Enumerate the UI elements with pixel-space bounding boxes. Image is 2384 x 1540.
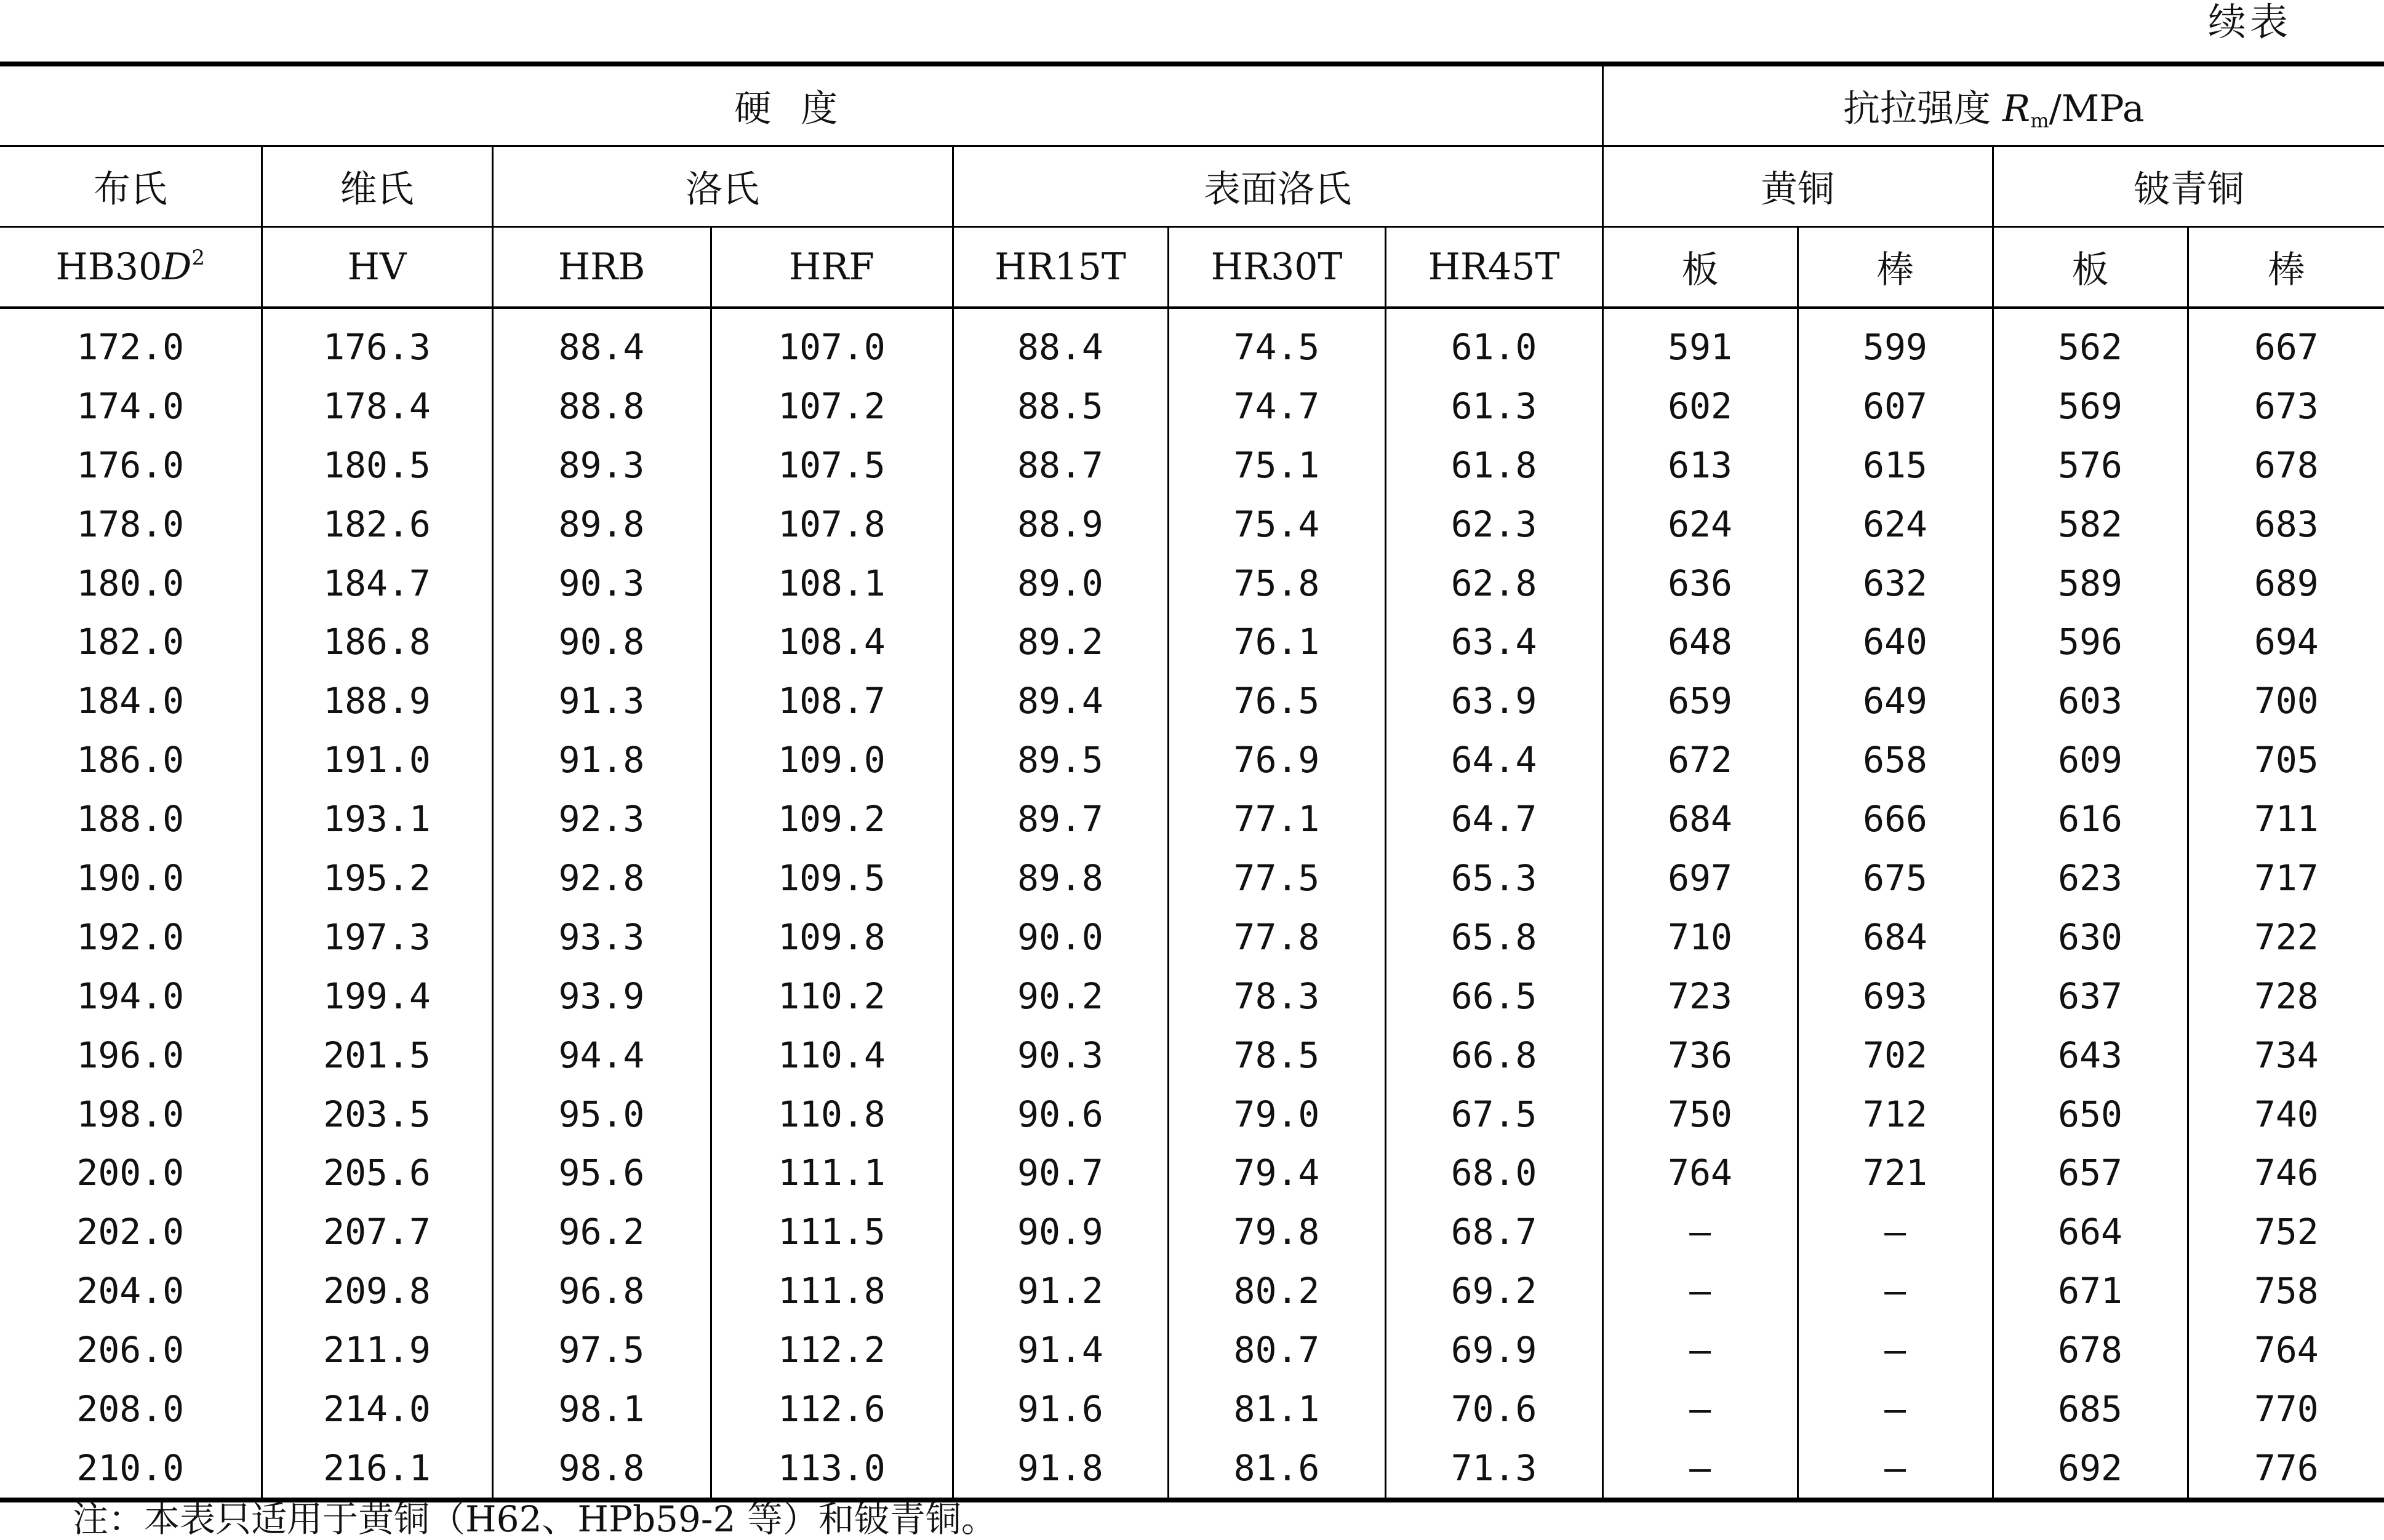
cell-brass-rod: 721 [1798,1143,1993,1202]
cell-hr45t: 69.9 [1385,1320,1602,1379]
cell-bb-plate: 664 [1993,1202,2188,1261]
cell-hb30d2: 182.0 [0,612,262,671]
cell-hrb: 88.8 [492,377,711,436]
table-header [0,64,2384,308]
table-note: 注：本表只适用于黄铜（H62、HPb59-2 等）和铍青铜。 [73,1498,997,1540]
cell-hr15t: 88.5 [953,377,1168,436]
cell-hrf: 111.8 [711,1261,953,1320]
cell-brass-rod: — [1798,1320,1993,1379]
cell-hrb: 90.8 [492,612,711,671]
cell-hr30t: 77.1 [1168,789,1385,848]
cell-hr30t: 79.4 [1168,1143,1385,1202]
cell-hrb: 91.3 [492,671,711,730]
cell-bb-plate: 671 [1993,1261,2188,1320]
cell-hrf: 111.5 [711,1202,953,1261]
cell-brass-rod: 632 [1798,554,1993,613]
cell-hrb: 92.3 [492,789,711,848]
cell-bb-rod: 683 [2254,503,2319,545]
rockwell-header: 洛氏 [492,146,953,227]
cell-hv: 182.6 [262,495,492,554]
cell-hb30d2: 176.0 [0,436,262,495]
cell-bb-rod: 740 [2254,1093,2319,1135]
cell-hrb: 93.9 [492,967,711,1026]
hb-d-symbol: D [162,245,192,289]
cell-hr15t: 89.8 [953,848,1168,908]
cell-hrb: 98.1 [492,1379,711,1438]
table-row [0,1026,2384,1085]
cell-bb-plate: 609 [1993,730,2188,789]
cell-hr45t: 61.8 [1385,436,1602,495]
cell-brass-plate: — [1602,1202,1798,1261]
cell-hr45t: 62.8 [1385,554,1602,613]
cell-brass-rod: 693 [1798,967,1993,1026]
cell-hb30d2: 210.0 [0,1438,262,1500]
cell-hv: 214.0 [262,1379,492,1438]
cell-brass-rod: 675 [1798,848,1993,908]
cell-hrb: 92.8 [492,848,711,908]
hardness-group-header: 硬度 [0,64,1602,146]
cell-hr30t: 74.7 [1168,377,1385,436]
col-bb-rod: 棒 [2188,227,2384,308]
table-row [0,612,2384,671]
col-brass-plate: 板 [1602,227,1798,308]
cell-hv: 180.5 [262,436,492,495]
cell-brass-rod: 649 [1798,671,1993,730]
cell-bb-plate: 657 [1993,1143,2188,1202]
cell-hv: 186.8 [262,612,492,671]
table-row [0,436,2384,495]
cell-hr15t: 89.7 [953,789,1168,848]
cell-hv: 209.8 [262,1261,492,1320]
cell-hr45t: 66.8 [1385,1026,1602,1085]
cell-hb30d2: 188.0 [0,789,262,848]
cell-brass-plate: 672 [1602,730,1798,789]
cell-brass-rod: 712 [1798,1085,1993,1144]
cell-bb-plate: 589 [1993,554,2188,613]
cell-hv: 195.2 [262,848,492,908]
cell-hrf: 108.1 [711,554,953,613]
cell-hv: 207.7 [262,1202,492,1261]
cell-hr15t: 90.9 [953,1202,1168,1261]
surface-rockwell-header: 表面洛氏 [953,146,1602,227]
cell-hr30t: 74.5 [1168,308,1385,377]
cell-brass-rod: 666 [1798,789,1993,848]
cell-hr45t: 70.6 [1385,1379,1602,1438]
table-row [0,1261,2384,1320]
cell-hv: 188.9 [262,671,492,730]
cell-bb-plate: 616 [1993,789,2188,848]
cell-hrf: 109.0 [711,730,953,789]
cell-hv: 201.5 [262,1026,492,1085]
table-row [0,1379,2384,1438]
cell-hb30d2: 178.0 [0,495,262,554]
cell-hrf: 110.2 [711,967,953,1026]
cell-bb-rod: 700 [2254,680,2319,722]
cell-hr45t: 66.5 [1385,967,1602,1026]
cell-hr30t: 81.6 [1168,1438,1385,1500]
cell-hr45t: 65.8 [1385,908,1602,967]
cell-bb-rod: 711 [2254,798,2319,840]
beryllium-bronze-header: 铍青铜 [1993,146,2384,227]
cell-hb30d2: 208.0 [0,1379,262,1438]
cell-hrf: 108.4 [711,612,953,671]
cell-hrb: 95.0 [492,1085,711,1144]
cell-brass-rod: 624 [1798,495,1993,554]
cell-hr45t: 64.4 [1385,730,1602,789]
cell-hr30t: 78.3 [1168,967,1385,1026]
cell-bb-plate: 678 [1993,1320,2188,1379]
cell-hrb: 89.3 [492,436,711,495]
cell-bb-rod: 764 [2254,1329,2319,1371]
cell-brass-rod: 640 [1798,612,1993,671]
cell-bb-plate: 569 [1993,377,2188,436]
cell-hrb: 91.8 [492,730,711,789]
cell-hv: 205.6 [262,1143,492,1202]
table-row [0,789,2384,848]
cell-hr30t: 81.1 [1168,1379,1385,1438]
cell-hb30d2: 184.0 [0,671,262,730]
cell-brass-rod: 684 [1798,908,1993,967]
continued-label: 续表 [2207,0,2292,44]
cell-brass-plate: 591 [1602,308,1798,377]
cell-hr45t: 71.3 [1385,1438,1602,1500]
cell-hr15t: 91.2 [953,1261,1168,1320]
table-row [0,671,2384,730]
cell-bb-rod: 667 [2254,325,2319,368]
cell-hr15t: 89.5 [953,730,1168,789]
tensile-subscript: m [2030,109,2049,132]
cell-hr45t: 68.7 [1385,1202,1602,1261]
cell-hv: 184.7 [262,554,492,613]
cell-bb-rod: 705 [2254,739,2319,781]
cell-hrb: 96.2 [492,1202,711,1261]
cell-hr30t: 79.8 [1168,1202,1385,1261]
cell-bb-plate: 623 [1993,848,2188,908]
cell-bb-plate: 562 [1993,308,2188,377]
cell-hrb: 90.3 [492,554,711,613]
hb-prefix: HB30 [55,245,162,289]
cell-hr15t: 89.0 [953,554,1168,613]
cell-bb-plate: 637 [1993,967,2188,1026]
cell-hb30d2: 172.0 [0,308,262,377]
cell-brass-plate: 636 [1602,554,1798,613]
cell-hrf: 108.7 [711,671,953,730]
cell-hv: 216.1 [262,1438,492,1500]
cell-hr15t: 88.4 [953,308,1168,377]
cell-hrf: 107.5 [711,436,953,495]
hb-superscript: 2 [191,245,205,270]
cell-brass-plate: — [1602,1379,1798,1438]
brinell-header: 布氏 [0,146,262,227]
tensile-strength-header [1602,64,2384,146]
cell-hrf: 111.1 [711,1143,953,1202]
cell-hr30t: 77.5 [1168,848,1385,908]
vickers-header: 维氏 [262,146,492,227]
cell-hr45t: 63.9 [1385,671,1602,730]
cell-bb-rod: 770 [2254,1387,2319,1430]
cell-hb30d2: 194.0 [0,967,262,1026]
cell-hv: 193.1 [262,789,492,848]
cell-hb30d2: 196.0 [0,1026,262,1085]
cell-bb-plate: 576 [1993,436,2188,495]
cell-bb-rod: 673 [2254,385,2319,427]
cell-hv: 199.4 [262,967,492,1026]
brass-header: 黄铜 [1602,146,1993,227]
cell-hr45t: 61.0 [1385,308,1602,377]
cell-hr30t: 78.5 [1168,1026,1385,1085]
col-hr15t: HR15T [953,227,1168,308]
cell-hb30d2: 180.0 [0,554,262,613]
table-row [0,1143,2384,1202]
cell-brass-rod: — [1798,1438,1993,1500]
cell-hr15t: 88.7 [953,436,1168,495]
cell-brass-rod: — [1798,1261,1993,1320]
cell-hrf: 109.8 [711,908,953,967]
cell-brass-plate: 764 [1602,1143,1798,1202]
cell-hr30t: 76.9 [1168,730,1385,789]
cell-hv: 191.0 [262,730,492,789]
cell-hb30d2: 186.0 [0,730,262,789]
col-bb-plate: 板 [1993,227,2188,308]
cell-hr30t: 75.8 [1168,554,1385,613]
cell-hrf: 112.6 [711,1379,953,1438]
cell-hv: 178.4 [262,377,492,436]
cell-brass-plate: 613 [1602,436,1798,495]
cell-bb-rod: 734 [2254,1034,2319,1076]
cell-hrb: 95.6 [492,1143,711,1202]
cell-hr45t: 67.5 [1385,1085,1602,1144]
cell-hr30t: 80.7 [1168,1320,1385,1379]
tensile-unit: /MPa [2049,87,2145,130]
cell-hrf: 109.5 [711,848,953,908]
table-row [0,308,2384,377]
cell-brass-rod: — [1798,1379,1993,1438]
cell-hv: 203.5 [262,1085,492,1144]
cell-bb-rod: 746 [2254,1152,2319,1194]
cell-hrb: 96.8 [492,1261,711,1320]
cell-brass-plate: 602 [1602,377,1798,436]
cell-hrb: 97.5 [492,1320,711,1379]
cell-brass-plate: 736 [1602,1026,1798,1085]
cell-hr30t: 76.1 [1168,612,1385,671]
cell-brass-rod: — [1798,1202,1993,1261]
cell-brass-plate: 710 [1602,908,1798,967]
cell-bb-rod: 752 [2254,1211,2319,1253]
cell-hr15t: 89.2 [953,612,1168,671]
cell-brass-plate: 750 [1602,1085,1798,1144]
cell-brass-rod: 615 [1798,436,1993,495]
cell-brass-plate: — [1602,1320,1798,1379]
cell-brass-plate: 697 [1602,848,1798,908]
hardness-conversion-table [0,62,2384,1502]
cell-bb-plate: 596 [1993,612,2188,671]
cell-brass-rod: 607 [1798,377,1993,436]
cell-hb30d2: 198.0 [0,1085,262,1144]
cell-hr15t: 90.0 [953,908,1168,967]
cell-hr45t: 64.7 [1385,789,1602,848]
cell-brass-rod: 702 [1798,1026,1993,1085]
cell-bb-rod: 758 [2254,1270,2319,1312]
cell-hr15t: 91.4 [953,1320,1168,1379]
cell-hrf: 109.2 [711,789,953,848]
table-row [0,730,2384,789]
cell-hv: 176.3 [262,308,492,377]
col-hb30d2 [0,227,262,308]
cell-brass-plate: 659 [1602,671,1798,730]
col-brass-rod: 棒 [1798,227,1993,308]
cell-brass-rod: 599 [1798,308,1993,377]
table-row [0,554,2384,613]
cell-hrf: 107.2 [711,377,953,436]
cell-bb-plate: 650 [1993,1085,2188,1144]
cell-hrf: 110.4 [711,1026,953,1085]
tensile-symbol: R [2002,87,2031,130]
tensile-label: 抗拉强度 [1842,87,2003,130]
cell-hrf: 107.8 [711,495,953,554]
cell-brass-plate: — [1602,1261,1798,1320]
cell-hr30t: 77.8 [1168,908,1385,967]
cell-hr45t: 65.3 [1385,848,1602,908]
cell-hb30d2: 174.0 [0,377,262,436]
table-row [0,908,2384,967]
table-row [0,967,2384,1026]
table-row [0,1438,2384,1500]
cell-hr15t: 91.8 [953,1438,1168,1500]
cell-hr45t: 69.2 [1385,1261,1602,1320]
cell-hrb: 89.8 [492,495,711,554]
cell-hr30t: 80.2 [1168,1261,1385,1320]
cell-hr15t: 91.6 [953,1379,1168,1438]
table-row [0,1085,2384,1144]
col-hr30t: HR30T [1168,227,1385,308]
table-row [0,495,2384,554]
table-body [0,308,2384,1500]
cell-hrf: 110.8 [711,1085,953,1144]
col-hrb: HRB [492,227,711,308]
col-hv: HV [262,227,492,308]
cell-hb30d2: 204.0 [0,1261,262,1320]
cell-hr15t: 90.7 [953,1143,1168,1202]
cell-bb-rod: 728 [2254,975,2319,1017]
cell-hrf: 107.0 [711,308,953,377]
cell-hrb: 98.8 [492,1438,711,1500]
cell-hb30d2: 190.0 [0,848,262,908]
cell-hr30t: 79.0 [1168,1085,1385,1144]
table-row [0,848,2384,908]
cell-bb-rod: 776 [2254,1446,2319,1489]
cell-bb-plate: 643 [1993,1026,2188,1085]
cell-hr45t: 68.0 [1385,1143,1602,1202]
cell-hrb: 94.4 [492,1026,711,1085]
cell-hrb: 93.3 [492,908,711,967]
cell-bb-plate: 582 [1993,495,2188,554]
cell-brass-plate: 648 [1602,612,1798,671]
cell-bb-plate: 603 [1993,671,2188,730]
cell-hrb: 88.4 [492,308,711,377]
cell-hr45t: 62.3 [1385,495,1602,554]
cell-bb-plate: 692 [1993,1438,2188,1500]
cell-hr45t: 61.3 [1385,377,1602,436]
cell-bb-rod: 694 [2254,621,2319,663]
cell-hb30d2: 202.0 [0,1202,262,1261]
col-hr45t: HR45T [1385,227,1602,308]
col-hrf: HRF [711,227,953,308]
cell-hv: 211.9 [262,1320,492,1379]
cell-hb30d2: 200.0 [0,1143,262,1202]
cell-hr15t: 90.3 [953,1026,1168,1085]
cell-hb30d2: 206.0 [0,1320,262,1379]
cell-hrf: 113.0 [711,1438,953,1500]
cell-hr15t: 90.6 [953,1085,1168,1144]
table-row [0,1202,2384,1261]
cell-hr15t: 88.9 [953,495,1168,554]
cell-brass-plate: 723 [1602,967,1798,1026]
cell-hr30t: 76.5 [1168,671,1385,730]
cell-bb-plate: 685 [1993,1379,2188,1438]
cell-hb30d2: 192.0 [0,908,262,967]
cell-brass-plate: 624 [1602,495,1798,554]
cell-bb-rod: 678 [2254,444,2319,486]
cell-bb-rod: 717 [2254,856,2319,899]
table-row [0,1320,2384,1379]
cell-hr30t: 75.4 [1168,495,1385,554]
cell-brass-rod: 658 [1798,730,1993,789]
cell-brass-plate: 684 [1602,789,1798,848]
cell-hv: 197.3 [262,908,492,967]
cell-hrf: 112.2 [711,1320,953,1379]
table-row [0,377,2384,436]
cell-bb-plate: 630 [1993,908,2188,967]
cell-brass-plate: — [1602,1438,1798,1500]
cell-hr30t: 75.1 [1168,436,1385,495]
cell-hr45t: 63.4 [1385,612,1602,671]
cell-hr15t: 89.4 [953,671,1168,730]
cell-bb-rod: 689 [2254,562,2319,604]
cell-bb-rod: 722 [2254,916,2319,958]
cell-hr15t: 90.2 [953,967,1168,1026]
